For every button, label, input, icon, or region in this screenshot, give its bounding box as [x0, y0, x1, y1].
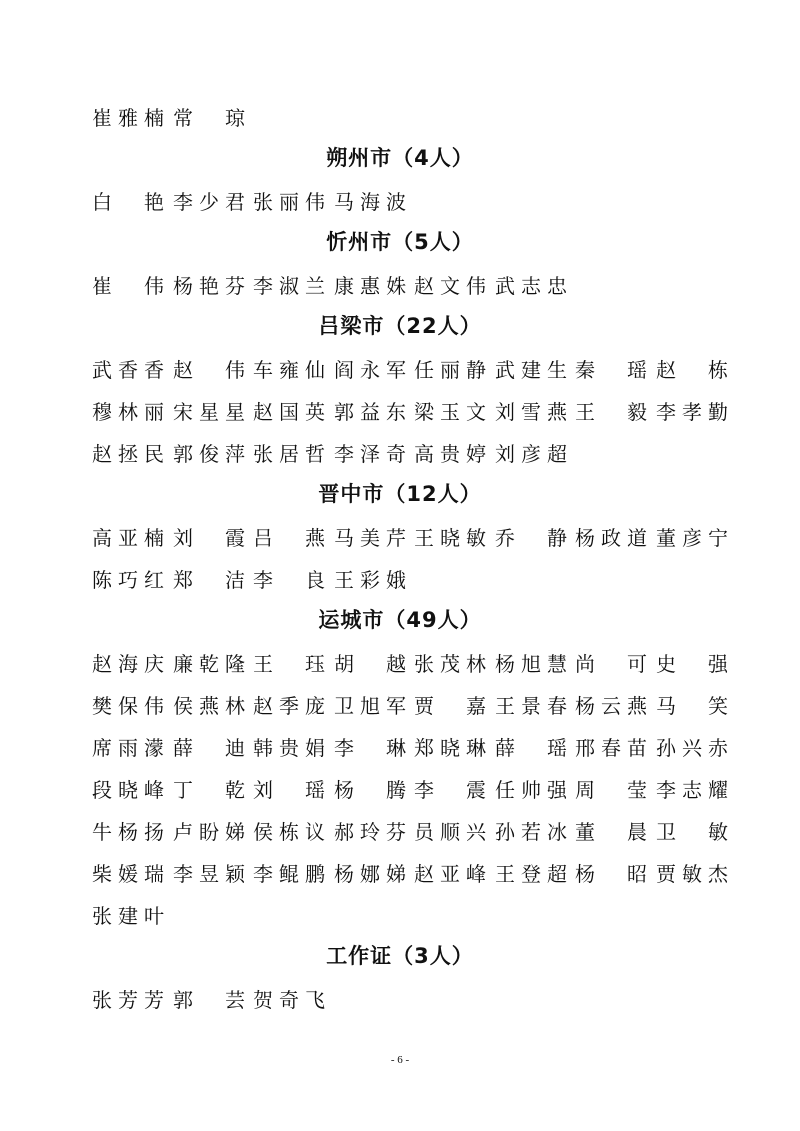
person-name: 贾 嘉: [414, 694, 486, 718]
person-name: 樊 保 伟: [92, 694, 164, 718]
person-name: 杨 昭: [575, 862, 647, 886]
person-name: 赵 栋: [656, 358, 728, 382]
person-name: 李 少 君: [173, 190, 245, 214]
person-name: 宋 星 星: [173, 400, 245, 424]
person-name: 孙 兴 赤: [656, 736, 728, 760]
person-name: 梁 玉 文: [414, 400, 486, 424]
person-name: 白 艳: [92, 190, 164, 214]
person-name: 周 莹: [575, 778, 647, 802]
person-name: 王 彩 娥: [334, 568, 406, 592]
person-name: 郭 俊 萍: [173, 442, 245, 466]
person-name: 刘 雪 燕: [495, 400, 567, 424]
person-name: 卫 敏: [656, 820, 728, 844]
person-name: 孙 若 冰: [495, 820, 567, 844]
section-heading: 忻州市（5人）: [326, 230, 474, 254]
person-name: 武 香 香: [92, 358, 164, 382]
person-name: 薛 迪: [173, 736, 245, 760]
person-name: 王 晓 敏: [414, 526, 486, 550]
person-name: 薛 瑶: [495, 736, 567, 760]
person-name: 卢 盼 娣: [173, 820, 245, 844]
page-number: - 6 -: [390, 1054, 410, 1066]
person-name: 邢 春 苗: [575, 736, 647, 760]
person-name: 史 强: [656, 652, 728, 676]
person-name: 贾 敏 杰: [656, 862, 728, 886]
person-name: 崔 雅 楠: [92, 106, 164, 130]
person-name: 吕 燕: [253, 526, 325, 550]
person-name: 李 昱 颖: [173, 862, 245, 886]
person-name: 任 丽 静: [414, 358, 486, 382]
person-name: 任 帅 强: [495, 778, 567, 802]
person-name: 董 彦 宁: [656, 526, 728, 550]
person-name: 郭 益 东: [334, 400, 406, 424]
person-name: 郑 晓 琳: [414, 736, 486, 760]
person-name: 廉 乾 隆: [173, 652, 245, 676]
person-name: 李 泽 奇: [334, 442, 406, 466]
person-name: 杨 艳 芬: [173, 274, 245, 298]
person-name: 赵 拯 民: [92, 442, 164, 466]
person-name: 杨 旭 慧: [495, 652, 567, 676]
person-name: 李 志 耀: [656, 778, 728, 802]
person-name: 李 震: [414, 778, 486, 802]
person-name: 王 景 春: [495, 694, 567, 718]
person-name: 王 登 超: [495, 862, 567, 886]
person-name: 张 居 哲: [253, 442, 325, 466]
person-name: 乔 静: [495, 526, 567, 550]
person-name: 杨 娜 娣: [334, 862, 406, 886]
person-name: 秦 瑶: [575, 358, 647, 382]
person-name: 王 珏: [253, 652, 325, 676]
person-name: 陈 巧 红: [92, 568, 164, 592]
person-name: 武 建 生: [495, 358, 567, 382]
section-heading: 晋中市（12人）: [318, 482, 482, 506]
person-name: 牛 杨 扬: [92, 820, 164, 844]
person-name: 杨 政 道: [575, 526, 647, 550]
person-name: 贺 奇 飞: [253, 988, 325, 1012]
person-name: 郭 芸: [173, 988, 245, 1012]
person-name: 卫 旭 军: [334, 694, 406, 718]
person-name: 穆 林 丽: [92, 400, 164, 424]
person-name: 张 丽 伟: [253, 190, 325, 214]
person-name: 张 芳 芳: [92, 988, 164, 1012]
person-name: 武 志 忠: [495, 274, 567, 298]
section-heading: 吕梁市（22人）: [318, 314, 482, 338]
person-name: 康 惠 姝: [334, 274, 406, 298]
person-name: 高 亚 楠: [92, 526, 164, 550]
person-name: 刘 彦 超: [495, 442, 567, 466]
person-name: 高 贵 婷: [414, 442, 486, 466]
person-name: 侯 栋 议: [253, 820, 325, 844]
person-name: 李 淑 兰: [253, 274, 325, 298]
person-name: 赵 伟: [173, 358, 245, 382]
person-name: 胡 越: [334, 652, 406, 676]
person-name: 常 琼: [173, 106, 245, 130]
person-name: 赵 国 英: [253, 400, 325, 424]
person-name: 马 海 波: [334, 190, 406, 214]
person-name: 丁 乾: [173, 778, 245, 802]
person-name: 阎 永 军: [334, 358, 406, 382]
person-name: 李 琳: [334, 736, 406, 760]
person-name: 马 笑: [656, 694, 728, 718]
person-name: 赵 文 伟: [414, 274, 486, 298]
person-name: 董 晨: [575, 820, 647, 844]
person-name: 杨 腾: [334, 778, 406, 802]
person-name: 张 建 叶: [92, 904, 164, 928]
person-name: 崔 伟: [92, 274, 164, 298]
person-name: 柴 媛 瑞: [92, 862, 164, 886]
person-name: 马 美 芹: [334, 526, 406, 550]
section-heading: 运城市（49人）: [318, 608, 482, 632]
person-name: 席 雨 濛: [92, 736, 164, 760]
person-name: 赵 季 庞: [253, 694, 325, 718]
person-name: 韩 贵 娟: [253, 736, 325, 760]
person-name: 刘 霞: [173, 526, 245, 550]
person-name: 侯 燕 林: [173, 694, 245, 718]
person-name: 郝 玲 芬: [334, 820, 406, 844]
person-name: 赵 海 庆: [92, 652, 164, 676]
person-name: 李 鲲 鹏: [253, 862, 325, 886]
person-name: 王 毅: [575, 400, 647, 424]
person-name: 尚 可: [575, 652, 647, 676]
person-name: 赵 亚 峰: [414, 862, 486, 886]
person-name: 刘 瑶: [253, 778, 325, 802]
section-heading: 朔州市（4人）: [326, 146, 474, 170]
person-name: 张 茂 林: [414, 652, 486, 676]
person-name: 车 雍 仙: [253, 358, 325, 382]
person-name: 李 良: [253, 568, 325, 592]
section-heading: 工作证（3人）: [326, 944, 474, 968]
person-name: 杨 云 燕: [575, 694, 647, 718]
person-name: 员 顺 兴: [414, 820, 486, 844]
person-name: 段 晓 峰: [92, 778, 164, 802]
person-name: 李 孝 勤: [656, 400, 728, 424]
person-name: 郑 洁: [173, 568, 245, 592]
